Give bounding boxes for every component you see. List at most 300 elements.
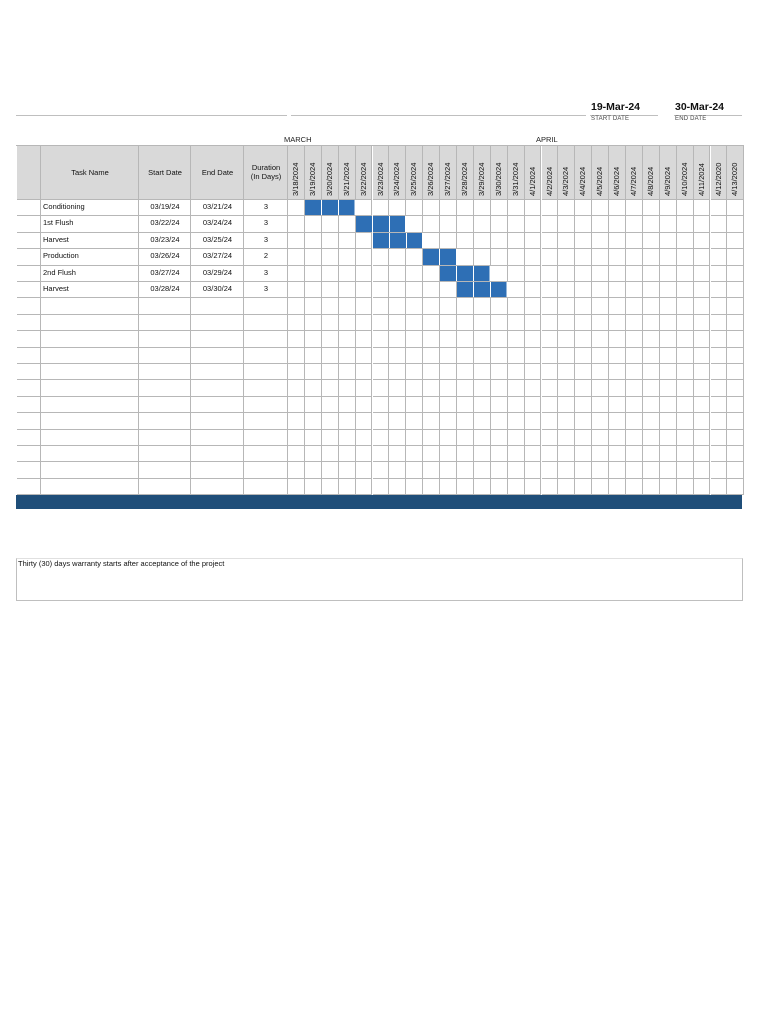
day-cell	[288, 397, 305, 413]
day-cell	[643, 331, 660, 347]
table-cell[interactable]	[41, 331, 139, 347]
day-cell	[339, 249, 356, 265]
table-cell[interactable]	[139, 298, 191, 314]
day-cell	[389, 266, 406, 282]
day-cell	[305, 249, 322, 265]
day-cell	[322, 479, 339, 495]
day-cell	[356, 233, 373, 249]
table-cell[interactable]	[139, 446, 191, 462]
table-cell[interactable]	[17, 348, 41, 364]
table-cell[interactable]	[244, 380, 288, 396]
day-cell	[643, 462, 660, 478]
day-cell	[694, 446, 711, 462]
day-header	[389, 146, 406, 200]
day-cell	[727, 364, 744, 380]
table-cell[interactable]	[244, 249, 288, 265]
table-cell[interactable]	[41, 462, 139, 478]
table-cell[interactable]	[41, 348, 139, 364]
title-underline-left	[16, 115, 287, 116]
day-cell	[389, 479, 406, 495]
table-cell[interactable]	[191, 479, 244, 495]
day-cell	[694, 216, 711, 232]
table-cell[interactable]	[139, 430, 191, 446]
day-cell	[677, 348, 694, 364]
table-cell[interactable]	[139, 479, 191, 495]
warranty-note-box[interactable]	[16, 558, 743, 601]
table-cell[interactable]	[17, 430, 41, 446]
table-cell[interactable]	[17, 233, 41, 249]
table-cell[interactable]	[191, 397, 244, 413]
day-cell	[406, 462, 423, 478]
task-start-date: 03/23/24	[150, 234, 180, 244]
day-cell	[609, 413, 626, 429]
day-cell	[373, 397, 390, 413]
day-cell	[389, 430, 406, 446]
day-header-label: 3/24/2024	[392, 162, 402, 196]
day-cell	[339, 315, 356, 331]
table-cell[interactable]	[191, 348, 244, 364]
table-cell[interactable]	[17, 479, 41, 495]
table-cell[interactable]	[41, 315, 139, 331]
day-cell	[322, 446, 339, 462]
table-cell[interactable]	[244, 397, 288, 413]
day-cell	[474, 446, 491, 462]
day-cell	[339, 462, 356, 478]
table-cell[interactable]	[41, 479, 139, 495]
table-cell[interactable]	[244, 413, 288, 429]
table-cell[interactable]	[41, 200, 139, 216]
day-cell	[727, 315, 744, 331]
day-header-label: 4/5/2024	[595, 166, 605, 196]
day-cell	[542, 282, 559, 298]
table-cell[interactable]	[244, 233, 288, 249]
month-label-march: MARCH	[284, 135, 312, 144]
day-cell	[491, 233, 508, 249]
day-cell	[592, 282, 609, 298]
day-cell	[457, 462, 474, 478]
day-cell	[626, 364, 643, 380]
day-cell	[660, 216, 677, 232]
table-cell[interactable]	[139, 380, 191, 396]
table-cell[interactable]	[244, 315, 288, 331]
day-cell	[491, 348, 508, 364]
day-cell	[609, 331, 626, 347]
day-cell	[508, 348, 525, 364]
day-cell	[508, 200, 525, 216]
day-cell	[288, 315, 305, 331]
day-cell	[626, 249, 643, 265]
task-duration: 2	[263, 251, 269, 261]
table-cell[interactable]	[191, 298, 244, 314]
start-date-value[interactable]: 19-Mar-24	[591, 101, 641, 113]
day-cell	[711, 380, 728, 396]
day-cell	[339, 331, 356, 347]
table-cell[interactable]	[244, 331, 288, 347]
day-cell	[558, 298, 575, 314]
day-header-label: 4/2/2024	[544, 166, 554, 196]
day-cell	[288, 413, 305, 429]
day-cell	[373, 413, 390, 429]
table-cell[interactable]	[139, 397, 191, 413]
table-cell[interactable]	[244, 364, 288, 380]
day-cell	[288, 331, 305, 347]
day-cell	[660, 348, 677, 364]
day-cell	[558, 380, 575, 396]
day-cell	[575, 249, 592, 265]
day-cell	[440, 298, 457, 314]
table-cell[interactable]	[191, 364, 244, 380]
day-cell	[288, 200, 305, 216]
table-cell[interactable]	[139, 233, 191, 249]
day-cell	[525, 397, 542, 413]
day-cell	[643, 298, 660, 314]
table-cell[interactable]	[41, 446, 139, 462]
day-cell	[423, 462, 440, 478]
table-cell[interactable]	[191, 380, 244, 396]
table-cell[interactable]	[244, 348, 288, 364]
day-cell	[423, 216, 440, 232]
day-cell	[423, 315, 440, 331]
day-cell	[694, 200, 711, 216]
day-cell	[305, 462, 322, 478]
table-cell[interactable]	[244, 479, 288, 495]
day-cell	[474, 462, 491, 478]
table-cell[interactable]	[191, 249, 244, 265]
day-cell	[474, 380, 491, 396]
day-cell	[423, 348, 440, 364]
day-cell	[389, 298, 406, 314]
table-cell[interactable]	[17, 315, 41, 331]
table-cell[interactable]	[244, 298, 288, 314]
day-cell	[727, 282, 744, 298]
day-cell	[609, 430, 626, 446]
day-header-label: 3/19/2024	[307, 162, 317, 196]
day-cell	[389, 413, 406, 429]
day-cell	[356, 364, 373, 380]
day-cell	[542, 331, 559, 347]
day-header	[525, 146, 542, 200]
table-cell[interactable]	[191, 266, 244, 282]
day-cell	[508, 266, 525, 282]
table-cell[interactable]	[41, 380, 139, 396]
day-cell	[423, 430, 440, 446]
day-cell	[373, 462, 390, 478]
day-cell	[457, 315, 474, 331]
table-cell[interactable]	[191, 413, 244, 429]
day-cell	[305, 233, 322, 249]
table-cell[interactable]	[41, 364, 139, 380]
day-cell	[339, 397, 356, 413]
day-cell	[711, 216, 728, 232]
day-cell	[288, 266, 305, 282]
day-cell	[525, 430, 542, 446]
day-cell	[474, 479, 491, 495]
table-cell[interactable]	[139, 216, 191, 232]
day-cell	[592, 200, 609, 216]
day-cell	[491, 413, 508, 429]
day-cell	[389, 249, 406, 265]
table-cell[interactable]	[41, 282, 139, 298]
day-cell	[457, 413, 474, 429]
table-cell[interactable]	[41, 298, 139, 314]
task-start-date: 03/26/24	[150, 251, 180, 261]
day-header	[711, 146, 728, 200]
day-header-label: 3/18/2024	[291, 162, 300, 196]
task-end-date: 03/24/24	[202, 218, 233, 228]
table-cell[interactable]	[139, 462, 191, 478]
day-cell	[711, 266, 728, 282]
day-cell	[457, 200, 474, 216]
table-cell[interactable]	[17, 364, 41, 380]
task-name: 1st Flush	[43, 218, 74, 228]
day-cell	[356, 380, 373, 396]
day-cell	[575, 331, 592, 347]
table-cell[interactable]	[139, 249, 191, 265]
day-cell	[373, 282, 390, 298]
table-cell[interactable]	[244, 446, 288, 462]
day-cell	[356, 298, 373, 314]
day-cell	[305, 216, 322, 232]
day-cell	[575, 315, 592, 331]
day-cell	[389, 200, 406, 216]
day-cell	[491, 216, 508, 232]
table-cell[interactable]	[139, 315, 191, 331]
day-cell	[558, 364, 575, 380]
day-cell	[440, 462, 457, 478]
table-cell[interactable]	[191, 200, 244, 216]
table-cell[interactable]	[17, 413, 41, 429]
table-cell[interactable]	[244, 200, 288, 216]
day-cell	[508, 233, 525, 249]
table-cell[interactable]	[191, 446, 244, 462]
table-cell[interactable]	[41, 249, 139, 265]
day-cell	[440, 380, 457, 396]
day-cell	[525, 364, 542, 380]
table-cell[interactable]	[191, 233, 244, 249]
day-cell	[491, 266, 508, 282]
day-cell	[322, 233, 339, 249]
day-cell	[643, 364, 660, 380]
table-cell[interactable]	[17, 380, 41, 396]
day-cell	[711, 413, 728, 429]
day-cell	[288, 233, 305, 249]
day-cell	[373, 380, 390, 396]
day-cell	[711, 249, 728, 265]
task-name: 2nd Flush	[43, 267, 76, 277]
day-header-label: 4/12/2020	[713, 162, 723, 196]
day-cell	[356, 446, 373, 462]
task-duration: 3	[263, 267, 269, 277]
day-header	[626, 146, 643, 200]
day-cell	[373, 364, 390, 380]
day-cell	[626, 298, 643, 314]
day-cell	[727, 298, 744, 314]
day-cell	[305, 413, 322, 429]
table-cell[interactable]	[191, 331, 244, 347]
gantt-bar	[305, 200, 356, 215]
day-cell	[389, 380, 406, 396]
table-cell[interactable]	[139, 331, 191, 347]
table-cell[interactable]	[139, 413, 191, 429]
day-cell	[609, 348, 626, 364]
day-cell	[288, 282, 305, 298]
table-cell[interactable]	[139, 348, 191, 364]
table-cell[interactable]	[139, 364, 191, 380]
day-cell	[339, 413, 356, 429]
day-cell	[711, 282, 728, 298]
table-cell[interactable]	[139, 266, 191, 282]
table-cell[interactable]	[191, 430, 244, 446]
day-cell	[694, 298, 711, 314]
day-cell	[711, 331, 728, 347]
day-header-label: 3/22/2024	[358, 162, 368, 196]
day-cell	[711, 364, 728, 380]
day-cell	[592, 348, 609, 364]
table-cell[interactable]	[244, 266, 288, 282]
table-cell[interactable]	[17, 331, 41, 347]
table-cell[interactable]	[17, 397, 41, 413]
day-cell	[558, 446, 575, 462]
day-cell	[457, 364, 474, 380]
day-cell	[457, 348, 474, 364]
table-cell[interactable]	[41, 413, 139, 429]
day-cell	[305, 397, 322, 413]
day-cell	[525, 479, 542, 495]
day-cell	[542, 462, 559, 478]
table-cell[interactable]	[41, 216, 139, 232]
day-header	[440, 146, 457, 200]
day-header-label: 3/20/2024	[324, 162, 334, 196]
day-cell	[609, 364, 626, 380]
day-cell	[423, 200, 440, 216]
month-label-april: APRIL	[536, 135, 558, 144]
day-cell	[643, 233, 660, 249]
day-cell	[660, 298, 677, 314]
day-cell	[575, 233, 592, 249]
table-cell[interactable]	[17, 298, 41, 314]
day-cell	[609, 462, 626, 478]
table-cell[interactable]	[191, 462, 244, 478]
day-cell	[609, 233, 626, 249]
table-cell[interactable]	[41, 266, 139, 282]
day-cell	[711, 348, 728, 364]
day-cell	[373, 249, 390, 265]
day-cell	[643, 266, 660, 282]
table-cell[interactable]	[191, 282, 244, 298]
table-cell[interactable]	[17, 446, 41, 462]
day-cell	[508, 331, 525, 347]
day-header	[305, 146, 322, 200]
day-cell	[389, 462, 406, 478]
day-cell	[491, 200, 508, 216]
day-cell	[457, 397, 474, 413]
day-cell	[322, 266, 339, 282]
day-cell	[643, 315, 660, 331]
day-header	[406, 146, 423, 200]
day-cell	[406, 479, 423, 495]
day-cell	[727, 462, 744, 478]
warranty-note-text: Thirty (30) days warranty starts after acceptance of the project	[18, 559, 225, 568]
day-cell	[406, 266, 423, 282]
day-header-label: 4/3/2024	[561, 166, 571, 196]
day-header	[558, 146, 575, 200]
day-cell	[542, 479, 559, 495]
day-cell	[592, 413, 609, 429]
day-cell	[677, 380, 694, 396]
day-cell	[508, 282, 525, 298]
end-date-value[interactable]: 30-Mar-24	[675, 101, 725, 113]
day-cell	[626, 216, 643, 232]
day-cell	[727, 216, 744, 232]
table-cell[interactable]	[41, 397, 139, 413]
table-cell[interactable]	[244, 430, 288, 446]
day-cell	[677, 298, 694, 314]
day-header	[508, 146, 525, 200]
table-cell[interactable]	[17, 266, 41, 282]
table-cell[interactable]	[191, 216, 244, 232]
day-cell	[677, 331, 694, 347]
day-cell	[322, 331, 339, 347]
table-cell[interactable]	[17, 200, 41, 216]
day-cell	[356, 462, 373, 478]
day-cell	[694, 462, 711, 478]
day-cell	[542, 315, 559, 331]
day-header-label: 3/25/2024	[409, 162, 419, 196]
table-cell[interactable]	[244, 462, 288, 478]
table-cell[interactable]	[244, 216, 288, 232]
table-cell[interactable]	[139, 282, 191, 298]
table-cell[interactable]	[17, 216, 41, 232]
table-cell[interactable]	[41, 233, 139, 249]
day-cell	[558, 348, 575, 364]
day-cell	[558, 282, 575, 298]
day-cell	[406, 446, 423, 462]
day-cell	[558, 200, 575, 216]
day-cell	[288, 380, 305, 396]
day-cell	[457, 216, 474, 232]
day-cell	[423, 282, 440, 298]
day-cell	[626, 446, 643, 462]
day-header-label: 4/4/2024	[578, 166, 588, 196]
day-cell	[592, 462, 609, 478]
table-cell[interactable]	[17, 462, 41, 478]
table-cell[interactable]	[17, 249, 41, 265]
table-cell[interactable]	[17, 282, 41, 298]
day-cell	[440, 479, 457, 495]
day-cell	[660, 430, 677, 446]
day-cell	[288, 446, 305, 462]
table-cell[interactable]	[41, 430, 139, 446]
day-cell	[592, 266, 609, 282]
day-cell	[609, 266, 626, 282]
day-cell	[643, 479, 660, 495]
day-cell	[694, 397, 711, 413]
day-header-label: 4/10/2024	[679, 162, 689, 196]
day-cell	[677, 430, 694, 446]
day-cell	[711, 430, 728, 446]
day-cell	[525, 315, 542, 331]
day-cell	[694, 233, 711, 249]
day-cell	[491, 462, 508, 478]
table-cell[interactable]	[244, 282, 288, 298]
table-cell[interactable]	[191, 315, 244, 331]
day-cell	[727, 380, 744, 396]
gantt-bar	[457, 282, 508, 297]
day-cell	[542, 348, 559, 364]
day-cell	[660, 233, 677, 249]
table-cell[interactable]	[139, 200, 191, 216]
day-cell	[727, 446, 744, 462]
